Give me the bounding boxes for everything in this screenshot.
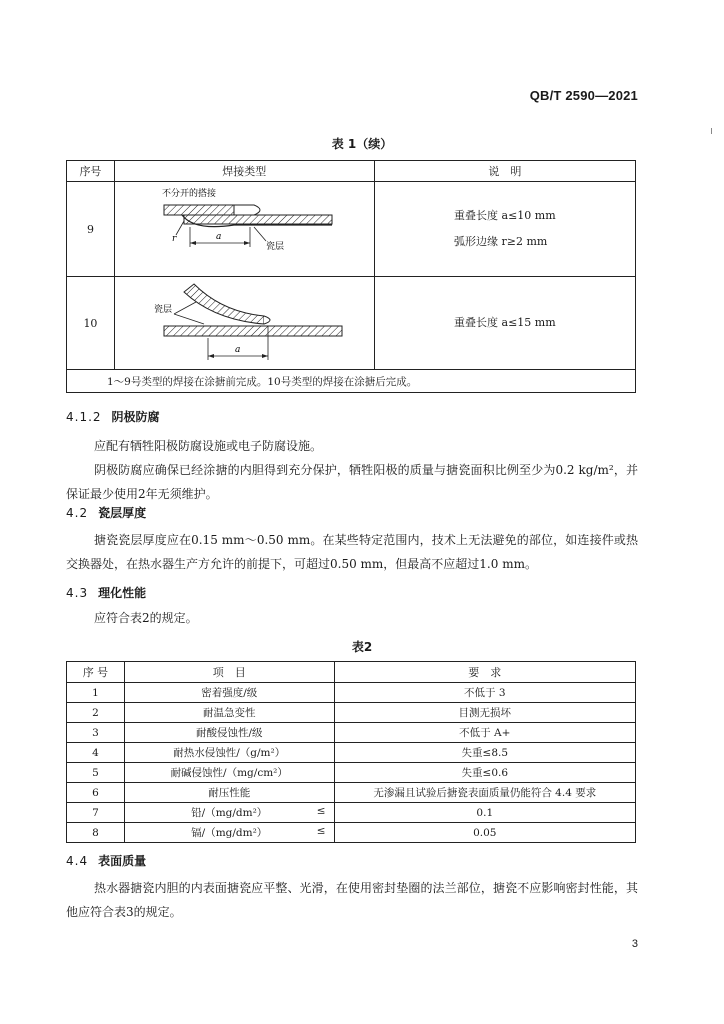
table1-header-type: 焊接类型 [114,161,374,182]
table2-req: 0.1 [334,803,635,823]
table1-row10-desc [374,277,635,370]
table1-row9-desc [374,182,635,277]
section-4-4-para1: 热水器搪瓷内胆的内表面搪瓷应平整、光滑，在使用密封垫圈的法兰部位，搪瓷不应影响密封性能，其他应符合表3的规定。 [66,881,638,919]
diagram9-enamel-label: 瓷层 [266,242,285,252]
lower-plate-shape [184,215,332,224]
lap-joint-diagram [154,185,334,275]
table2-header-req: 要 求 [334,662,635,683]
table2-no: 4 [67,743,125,763]
table1-row10-no: 10 [67,277,115,370]
table-row [67,743,636,763]
table1-caption: 表 1（续） [331,137,393,151]
table2-item: 耐酸侵蚀性/级 [124,723,334,743]
diagram10-dimension-a: a [235,345,241,355]
upper-plate-rounded-edge [234,205,260,215]
table2-item: 耐压性能 [124,783,334,803]
table2-item: 铅/（mg/dm²） ≤ [124,803,334,823]
table-row [67,703,636,723]
curved-plate-shape [184,284,264,324]
table2-caption: 表2 [351,640,373,654]
table2-req: 不低于 A+ [334,723,635,743]
table-row [67,182,636,277]
flat-plate-shape [164,326,342,336]
table-row [67,763,636,783]
section-title: 瓷层厚度 [98,506,147,520]
section-4-4-heading [66,852,146,869]
table2-item: 镉/（mg/dm²） ≤ [124,823,334,843]
standard-code: QB/T 2590—2021 [529,88,638,103]
diagram9-title: 不分开的搭接 [162,189,217,199]
section-number: 4.1.2 [66,410,102,424]
section-4-1-2-para1: 应配有牺牲阳极防腐设施或电子防腐设施。 [94,439,323,453]
section-4-2-para1: 搪瓷瓷层厚度应在0.15 mm～0.50 mm。在某些特定范围内，技术上无法避免的部位，如连接件或热交换器处，在热水器生产方允许的前提下，可超过0.50 mm，但最高不应超过1.0 mm。 [66,533,638,571]
table1-row9-diagram-cell [114,182,374,277]
table1-header-desc: 说 明 [374,161,635,182]
table2 [66,661,636,843]
table-row [67,683,636,703]
table2-req: 失重≤8.5 [334,743,635,763]
section-4-3-para1: 应符合表2的规定。 [94,611,198,625]
diagram10-enamel-label: 瓷层 [154,305,173,315]
section-title: 阴极防腐 [111,410,160,424]
table2-header-row [67,662,636,683]
scan-margin-mark [711,128,712,134]
table2-req: 无渗漏且试验后搪瓷表面质量仍能符合 4.4 要求 [334,783,635,803]
table2-item: 密着强度/级 [124,683,334,703]
page-number: 3 [631,938,638,950]
table2-no: 5 [67,763,125,783]
table2-header-item: 项 目 [124,662,334,683]
section-4-3-heading [66,584,146,601]
upper-plate-shape [164,205,234,215]
table-row [67,723,636,743]
section-4-1-2-heading [66,408,160,425]
table2-no: 8 [67,823,125,843]
section-4-1-2-para2: 阴极防腐应确保已经涂搪的内胆得到充分保护，牺牲阳极的质量与搪瓷面积比例至少为0.2 kg/m²，并保证最少使用2年无须维护。 [66,463,638,501]
table2-no: 1 [67,683,125,703]
table2-req: 0.05 [334,823,635,843]
table1-row9-no: 9 [67,182,115,277]
table1-header-row [67,161,636,182]
table2-header-no: 序 号 [67,662,125,683]
table2-item: 耐热水侵蚀性/（g/m²） [124,743,334,763]
section-title: 理化性能 [98,586,147,600]
table-row [67,803,636,823]
table1-header-no: 序号 [67,161,115,182]
table2-no: 2 [67,703,125,723]
table2-item: 耐碱侵蚀性/（mg/cm²） [124,763,334,783]
table1-row10-diagram-cell [114,277,374,370]
row9-desc-line2: 弧形边缘 r≥2 mm [454,235,548,248]
section-4-2-heading [66,504,146,521]
section-number: 4.4 [66,854,89,868]
section-title: 表面质量 [98,854,147,868]
table2-req: 目测无损坏 [334,703,635,723]
table-row [67,823,636,843]
table2-no: 6 [67,783,125,803]
table2-item: 耐温急变性 [124,703,334,723]
row9-desc-line1: 重叠长度 a≤10 mm [454,209,556,222]
table1-note: 1～9号类型的焊接在涂搪前完成。10号类型的焊接在涂搪后完成。 [67,370,636,393]
section-number: 4.3 [66,586,89,600]
table-row [67,783,636,803]
diagram9-radius-r: r [172,234,177,244]
table2-no: 7 [67,803,125,823]
table2-no: 3 [67,723,125,743]
table2-req: 不低于 3 [334,683,635,703]
section-number: 4.2 [66,506,89,520]
row10-desc-line1: 重叠长度 a≤15 mm [454,316,556,329]
table2-req: 失重≤0.6 [334,763,635,783]
table-row [67,277,636,370]
enamel-overlap-diagram [144,280,344,368]
diagram9-dimension-a: a [216,232,222,242]
table1 [66,160,636,393]
table1-note-row [67,370,636,393]
